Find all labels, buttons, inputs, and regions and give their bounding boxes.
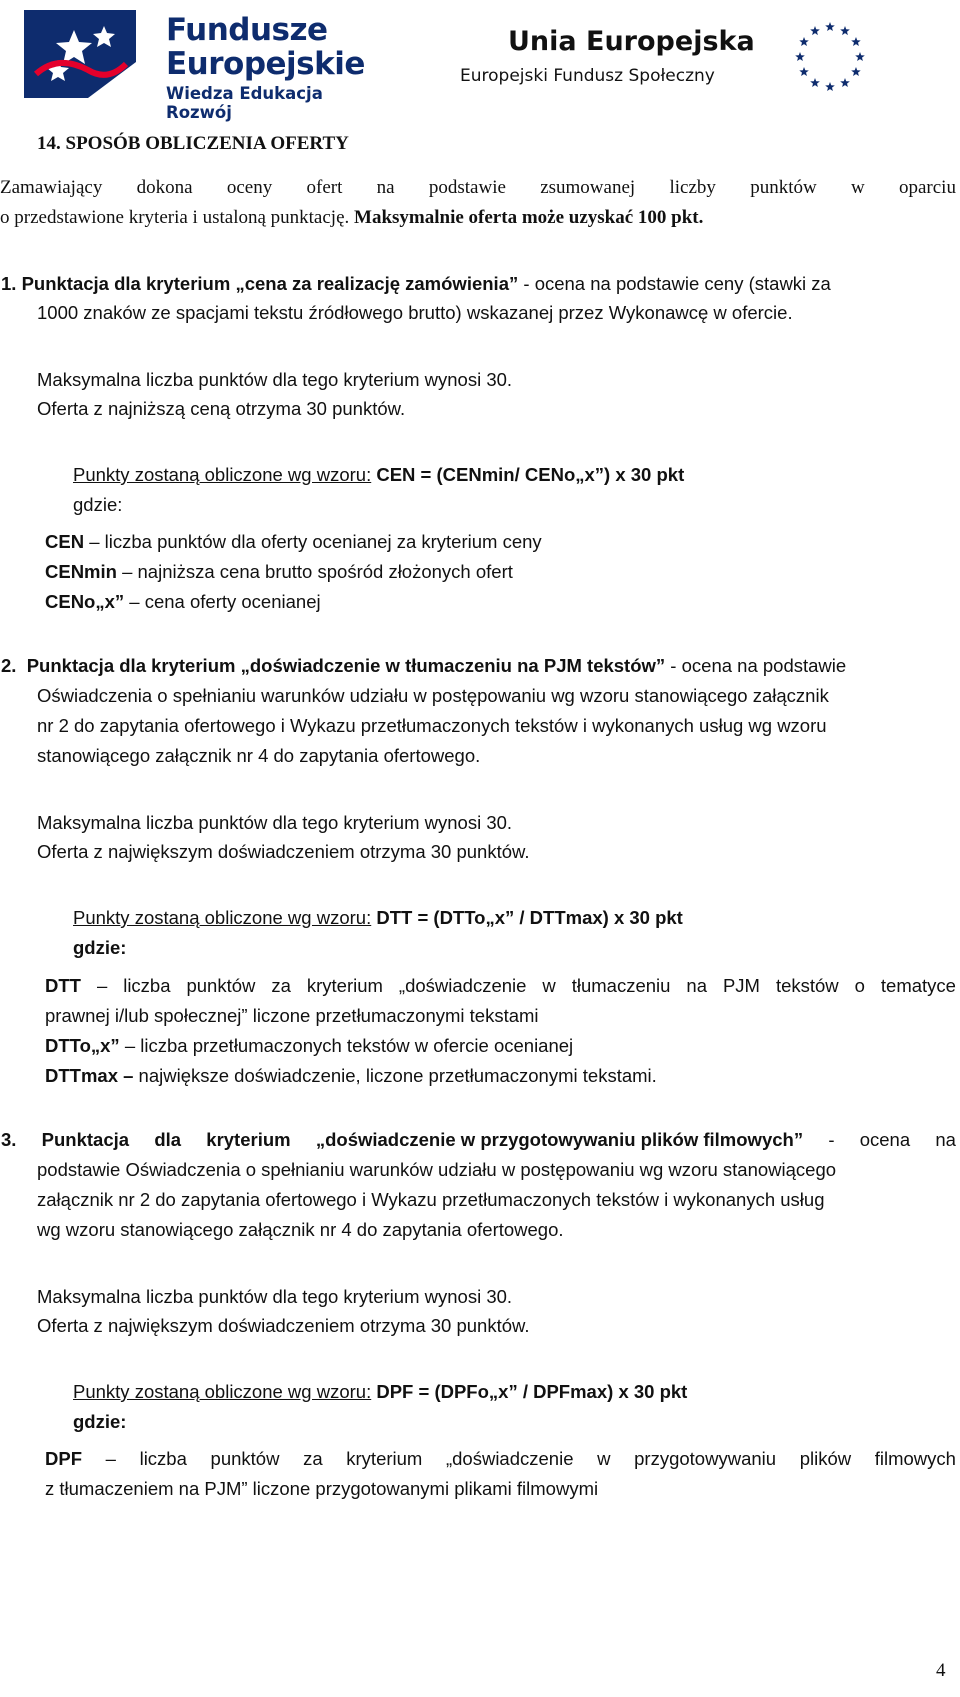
word: na bbox=[935, 1129, 956, 1150]
criterion-3-max: Maksymalna liczba punktów dla tego kryterium wynosi 30. bbox=[37, 1286, 513, 1307]
intro-line-1 bbox=[0, 176, 956, 200]
word: w bbox=[542, 975, 556, 996]
ue-fund-name: Europejski Fundusz Społeczny bbox=[460, 66, 715, 86]
word: o bbox=[854, 975, 865, 996]
word: tekstów bbox=[775, 975, 839, 996]
fe-name-line2: Europejskie bbox=[166, 46, 365, 82]
word: tłumaczeniu bbox=[571, 975, 671, 996]
definition-row: DTTmax – największe doświadczenie, liczone przetłumaczonymi tekstami. bbox=[45, 1065, 657, 1086]
word: dla bbox=[154, 1129, 182, 1150]
word: „doświadczenie bbox=[445, 1448, 574, 1469]
word: ofert bbox=[306, 177, 343, 198]
criterion-2-line-2: Oświadczenia o spełnianiu warunków udziału w postępowaniu wg wzoru stanowiącego załącznik bbox=[37, 685, 829, 706]
word: dokona bbox=[136, 177, 193, 198]
word: filmowych bbox=[874, 1448, 956, 1469]
word: punktów bbox=[186, 975, 256, 996]
criterion-2-max: Maksymalna liczba punktów dla tego kryterium wynosi 30. bbox=[37, 812, 513, 833]
criterion-1-best: Oferta z najniższą ceną otrzyma 30 punktów. bbox=[37, 398, 406, 419]
criterion-1-gdzie: gdzie: bbox=[73, 494, 123, 515]
eu-flag-icon bbox=[760, 16, 900, 98]
word: liczba bbox=[123, 975, 171, 996]
word: za bbox=[271, 975, 291, 996]
definition-row: CENmin – najniższa cena brutto spośród złożonych ofert bbox=[45, 561, 513, 582]
formula-dtt: DTT = (DTTo„x” / DTTmax) x 30 pkt bbox=[371, 907, 683, 928]
word: „doświadczenie w przygotowywaniu plików filmowych” bbox=[315, 1129, 804, 1150]
definition-row: CEN – liczba punktów dla oferty ocenianej za kryterium ceny bbox=[45, 531, 542, 552]
word: podstawie bbox=[428, 177, 506, 198]
word: przygotowywaniu bbox=[634, 1448, 777, 1469]
word: za bbox=[303, 1448, 323, 1469]
definition-row: DTTo„x” – liczba przetłumaczonych tekstów w ofercie ocenianej bbox=[45, 1035, 574, 1056]
word: w bbox=[850, 177, 865, 198]
definition-row-continued: z tłumaczeniem na PJM” liczone przygotowanymi plikami filmowymi bbox=[45, 1478, 599, 1499]
fe-name-line1: Fundusze bbox=[166, 12, 328, 48]
word: na bbox=[376, 177, 395, 198]
word: w bbox=[597, 1448, 611, 1469]
criterion-1-formula: Punkty zostaną obliczone wg wzoru: CEN = (CENmin/ CENo„x”) x 30 pkt bbox=[73, 464, 685, 485]
word: oceny bbox=[226, 177, 273, 198]
word: zsumowanej bbox=[540, 177, 636, 198]
criterion-3-best: Oferta z największym doświadczeniem otrzyma 30 punktów. bbox=[37, 1315, 530, 1336]
criterion-2-formula: Punkty zostaną obliczone wg wzoru: DTT = (DTTo„x” / DTTmax) x 30 pkt bbox=[73, 907, 683, 928]
criterion-2-gdzie: gdzie: bbox=[73, 937, 127, 958]
word: liczba bbox=[139, 1448, 187, 1469]
criterion-1-max: Maksymalna liczba punktów dla tego kryterium wynosi 30. bbox=[37, 369, 513, 390]
word: DPF bbox=[45, 1448, 82, 1469]
word: kryterium bbox=[206, 1129, 291, 1150]
word: punktów bbox=[750, 177, 817, 198]
word: – bbox=[96, 975, 108, 996]
criterion-1-line-1: 1. Punktacja dla kryterium „cena za realizację zamówienia” - ocena na podstawie ceny (stawki za bbox=[1, 273, 831, 294]
intro-line-2: o przedstawione kryteria i ustaloną punktację. Maksymalnie oferta może uzyskać 100 pkt. bbox=[0, 207, 704, 228]
word: liczby bbox=[669, 177, 716, 198]
word: tematyce bbox=[880, 975, 956, 996]
criterion-3-line-4: wg wzoru stanowiącego załącznik nr 4 do zapytania ofertowego. bbox=[37, 1219, 564, 1240]
criterion-2-best: Oferta z największym doświadczeniem otrzyma 30 punktów. bbox=[37, 841, 530, 862]
page-number: 4 bbox=[936, 1660, 946, 1681]
definition-row-continued: prawnej i/lub społecznej” liczone przetłumaczonymi tekstami bbox=[45, 1005, 539, 1026]
ue-name: Unia Europejska bbox=[508, 26, 755, 57]
word: kryterium bbox=[346, 1448, 423, 1469]
formula-cen: CEN = (CENmin/ CENo„x”) x 30 pkt bbox=[371, 464, 685, 485]
word: punktów bbox=[210, 1448, 280, 1469]
word: na bbox=[686, 975, 707, 996]
word: Zamawiający bbox=[0, 177, 103, 198]
definition-row bbox=[45, 1447, 956, 1471]
criterion-3-gdzie: gdzie: bbox=[73, 1411, 127, 1432]
criterion-2-line-4: stanowiącego załącznik nr 4 do zapytania ofertowego. bbox=[37, 745, 481, 766]
definition-row: CENo„x” – cena oferty ocenianej bbox=[45, 591, 321, 612]
definition-row bbox=[45, 974, 956, 998]
word: 3. bbox=[1, 1129, 17, 1150]
formula-dpf: DPF = (DPFo„x” / DPFmax) x 30 pkt bbox=[371, 1381, 688, 1402]
word: Punktacja bbox=[41, 1129, 130, 1150]
criterion-2-line-3: nr 2 do zapytania ofertowego i Wykazu przetłumaczonych tekstów i wykonanych usług wg wzoru bbox=[37, 715, 827, 736]
word: - bbox=[828, 1129, 835, 1150]
fundusze-europejskie-logo bbox=[18, 4, 365, 122]
section-heading: 14. SPOSÓB OBLICZENIA OFERTY bbox=[37, 133, 349, 154]
word: DTT bbox=[45, 975, 81, 996]
word: plików bbox=[799, 1448, 852, 1469]
fe-star-icon bbox=[18, 4, 158, 104]
criterion-3-formula: Punkty zostaną obliczone wg wzoru: DPF = (DPFo„x” / DPFmax) x 30 pkt bbox=[73, 1381, 688, 1402]
criterion-3-line-3: załącznik nr 2 do zapytania ofertowego i Wykazu przetłumaczonych tekstów i wykonanych usług bbox=[37, 1189, 825, 1210]
criterion-2-name: „doświadczenie w tłumaczeniu na PJM tekstów” bbox=[240, 655, 666, 676]
word: oparciu bbox=[898, 177, 956, 198]
criterion-3-line-2: podstawie Oświadczenia o spełnianiu warunków udziału w postępowaniu wg wzoru stanowiącego bbox=[37, 1159, 837, 1180]
word: PJM bbox=[722, 975, 760, 996]
word: kryterium bbox=[306, 975, 383, 996]
criterion-1-line-2: 1000 znaków ze spacjami tekstu źródłowego brutto) wskazanej przez Wykonawcę w ofercie. bbox=[37, 302, 793, 323]
criterion-3-line-1 bbox=[1, 1128, 956, 1152]
unia-europejska-logo bbox=[460, 4, 956, 104]
criterion-1-name: „cena za realizację zamówienia” bbox=[235, 273, 519, 294]
criterion-2-line-1: 2. Punktacja dla kryterium „doświadczenie w tłumaczeniu na PJM tekstów” - ocena na podstawie bbox=[1, 655, 847, 676]
word: „doświadczenie bbox=[398, 975, 527, 996]
fe-tagline: Wiedza Edukacja Rozwój bbox=[166, 84, 323, 122]
word: ocena bbox=[859, 1129, 911, 1150]
word: – bbox=[105, 1448, 116, 1469]
max-score-note: Maksymalnie oferta może uzyskać 100 pkt. bbox=[354, 207, 704, 228]
